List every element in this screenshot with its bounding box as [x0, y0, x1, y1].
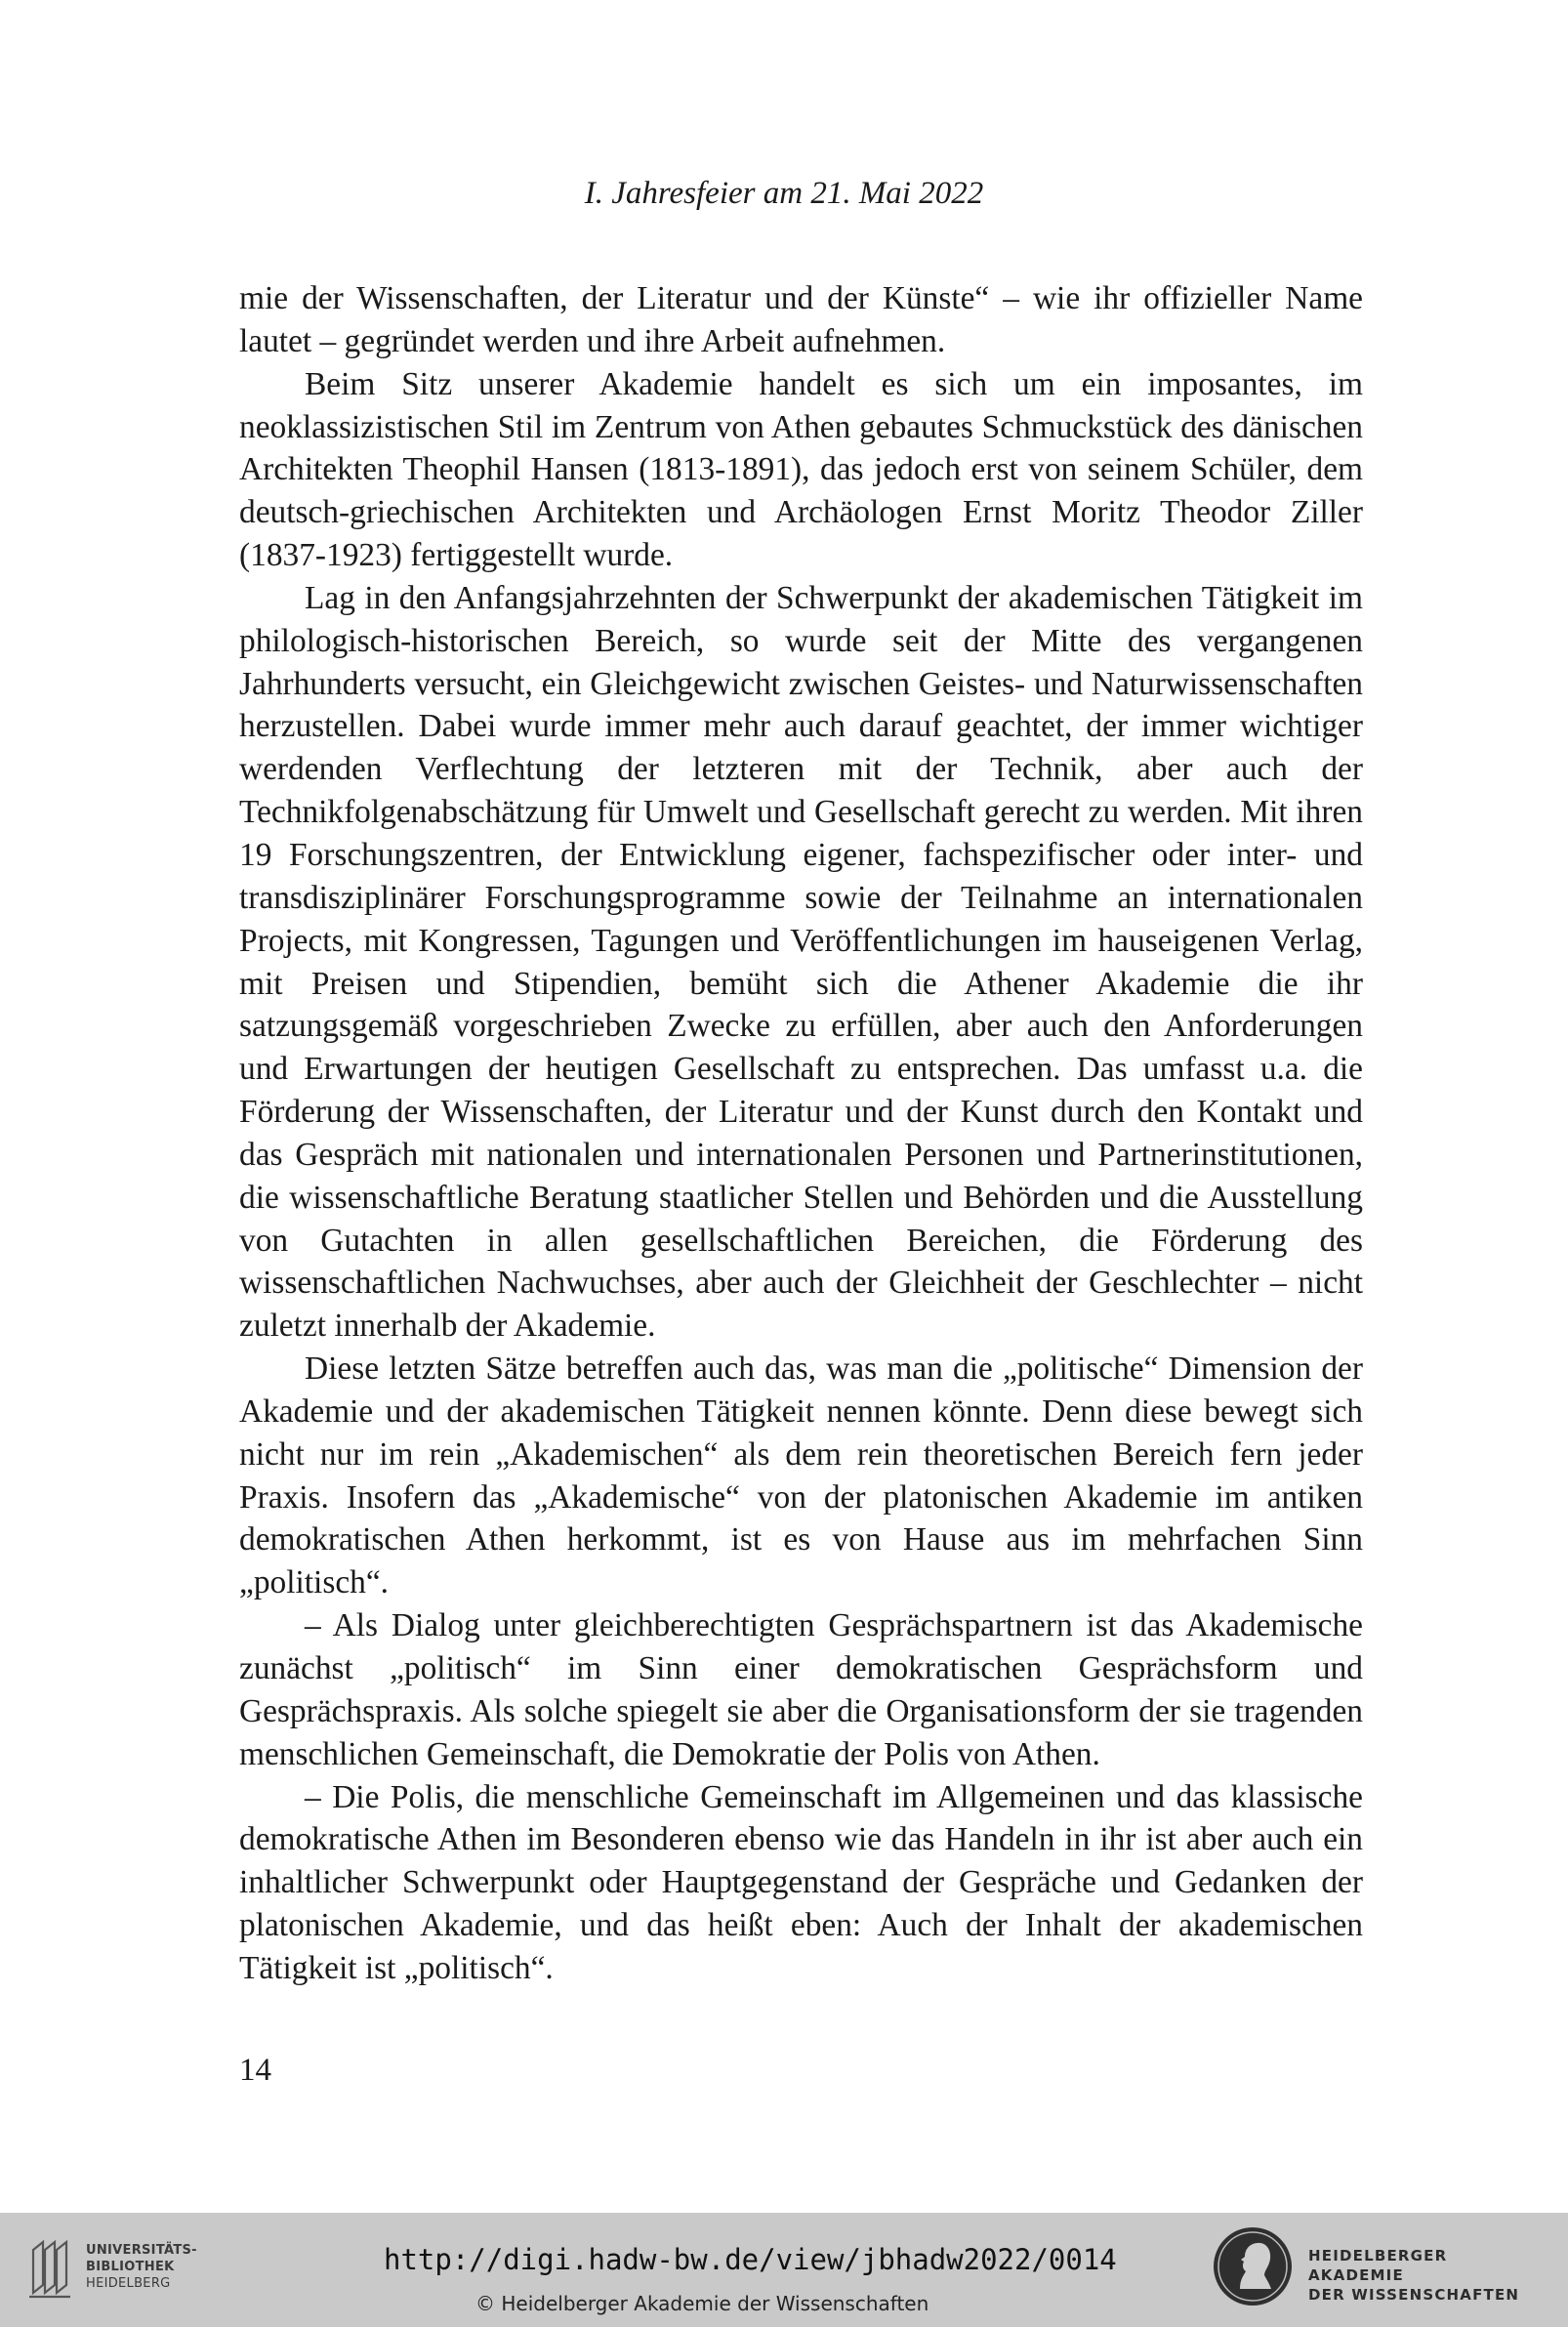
ub-logo-line-2: BIBLIOTHEK [86, 2260, 175, 2274]
ub-logo-line-1: UNIVERSITÄTS- [86, 2243, 197, 2258]
ub-logo-line-3: HEIDELBERG [86, 2276, 171, 2291]
paragraph: Lag in den Anfangsjahrzehnten der Schwerpunkt der akademischen Tätigkeit im philologisch-historischen Bereich, so wurde seit der Mitte des vergangenen Jahrhunderts versucht, ein Gleichgewicht zwischen Geistes- und Naturwissenschaften herzustellen. Dabei wurde immer mehr auch darauf geachtet, der immer wichtiger werdenden Verflechtung der letzteren mit der Technik, aber auch der Technikfolgenabschätzung für Umwelt und Gesellschaft gerecht zu werden. Mit ihren 19 Forschungszentren, der Entwicklung eigener, fachspezifischer oder inter- und transdisziplinärer Forschungsprogramme sowie der Teilnahme an internationalen Projects, mit Kongressen, Tagungen und Veröffentlichungen im hauseigenen Verlag, mit Preisen und Stipendien, bemüht sich die Athener Akademie die ihr satzungsgemäß vorgeschrieben Zwecke zu erfüllen, aber auch den Anforderungen und Erwartungen der heutigen Gesellschaft zu entsprechen. Das umfasst u.a. die Förderung der Wissenschaften, der Literatur und der Kunst durch den Kontakt und das Gespräch mit nationalen und internationalen Personen und Partnerinstitutionen, die wissenschaftliche Beratung staatlicher Stellen und Behörden und die Ausstellung von Gutachten in allen gesellschaftlichen Bereichen, die Förderung des wissenschaftlichen Nachwuchses, aber auch der Gleichheit der Geschlechter – nicht zuletzt innerhalb der Akademie. [239, 579, 1363, 1345]
paragraph: – Als Dialog unter gleichberechtigten Gesprächspartnern ist das Akademische zunächst „politisch“ im Sinn einer demokratischen Gesprächsform und Gesprächspraxis. Als solche spiegelt sie aber die Organisationsform der sie tragenden menschlichen Gemeinschaft, die Demokratie der Polis von Athen. [239, 1607, 1363, 1772]
paragraph: – Die Polis, die menschliche Gemeinschaft im Allgemeinen und das klassische demokratische Athen im Besonderen ebenso wie das Handeln in ihr ist aber auch ein inhaltlicher Schwerpunkt oder Hauptgegenstand der Gespräche und Gedanken der platonischen Akademie, und das heißt eben: Auch der Inhalt der akademischen Tätigkeit ist „politisch“. [239, 1778, 1363, 1986]
running-header: I. Jahresfeier am 21. Mai 2022 [584, 176, 984, 211]
copyright-notice: © Heidelberger Akademie der Wissenschaften [475, 2292, 929, 2315]
paragraph: Beim Sitz unserer Akademie handelt es sich um ein imposantes, im neoklassizistischen Stil im Zentrum von Athen gebautes Schmuckstück des dänischen Architekten Theophil Hansen (1813-1891), das jedoch erst von seinem Schüler, dem deutsch-griechischen Architekten und Archäologen Ernst Moritz Theodor Ziller (1837-1923) fertiggestellt wurde. [239, 365, 1363, 574]
paragraph: mie der Wissenschaften, der Literatur und der Künste“ – wie ihr offizieller Name lautet – gegründet werden und ihre Arbeit aufnehmen. [239, 280, 1363, 359]
academy-logo-line-2: DER WISSENSCHAFTEN [1308, 2286, 1520, 2304]
body-text [239, 277, 1363, 1990]
university-library-logo[interactable] [27, 2232, 223, 2301]
library-books-icon [27, 2232, 78, 2301]
page-number: 14 [239, 2053, 271, 2088]
academy-logo-line-1: HEIDELBERGER AKADEMIE [1308, 2247, 1448, 2284]
academy-logo[interactable] [1211, 2224, 1543, 2312]
paragraph: Diese letzten Sätze betreffen auch das, was man die „politische“ Dimension der Akademie und der akademischen Tätigkeit nennen könnte. Denn diese bewegt sich nicht nur im rein „Akademischen“ als dem rein theoretischen Bereich fern jeder Praxis. Insofern das „Akademische“ von der platonischen Akademie im antiken demokratischen Athen herkommt, ist es von Hause aus im mehrfachen Sinn „politisch“. [239, 1350, 1363, 1601]
footer-bar [0, 2213, 1568, 2327]
permalink-url[interactable]: http://digi.hadw-bw.de/view/jbhadw2022/0014 [384, 2243, 1117, 2276]
profile-seal-icon [1211, 2224, 1295, 2308]
